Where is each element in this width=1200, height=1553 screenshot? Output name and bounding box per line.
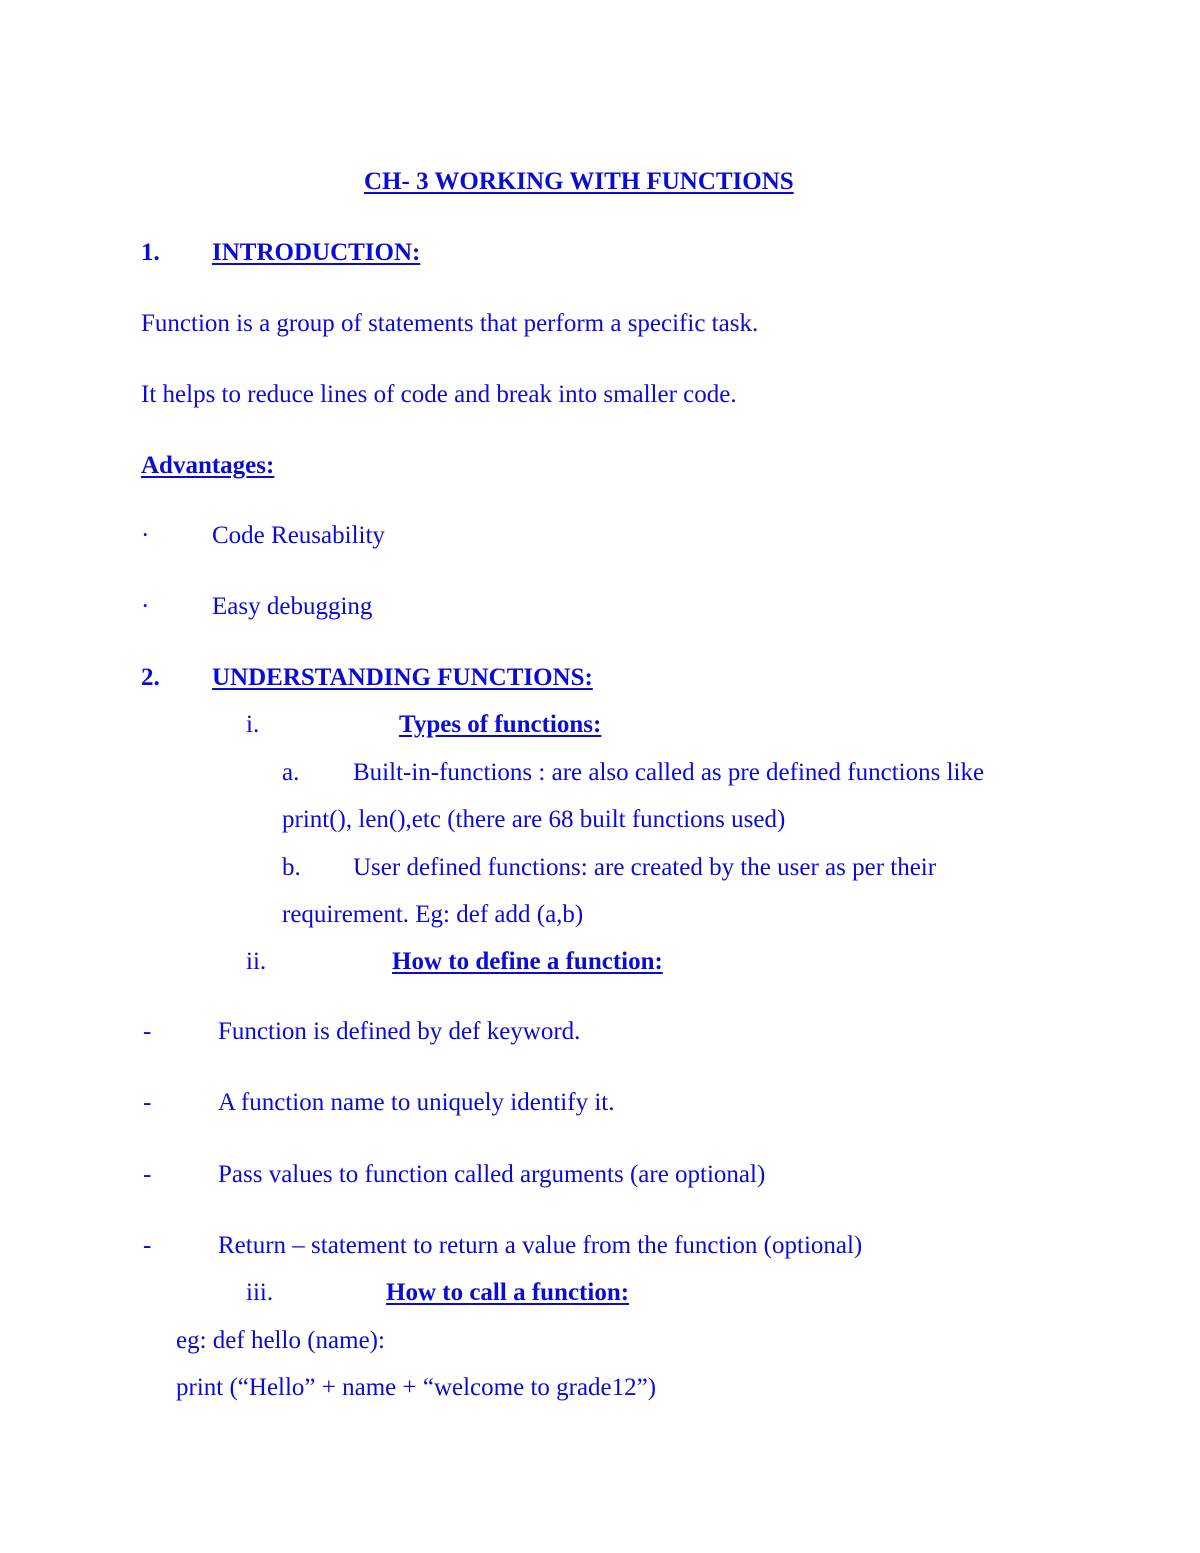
page-title: CH- 3 WORKING WITH FUNCTIONS [364,168,794,195]
bullet-dot: · [141,522,150,549]
advantage-item: Easy debugging [212,593,373,620]
define-item: A function name to uniquely identify it. [218,1089,615,1116]
section-2-number: 2. [141,664,160,691]
sub-3-numeral: iii. [246,1279,274,1306]
item-a-line-1: Built-in-functions : are also called as pre defined functions like [353,759,985,786]
sub-2-numeral: ii. [246,948,267,975]
advantages-heading: Advantages: [141,452,275,479]
sub-1-numeral: i. [246,711,260,738]
define-item: Return – statement to return a value from the function (optional) [218,1232,863,1259]
intro-paragraph-1: Function is a group of statements that perform a specific task. [141,310,759,337]
item-b-label: b. [282,854,301,881]
item-a-label: a. [282,759,300,786]
intro-paragraph-2: It helps to reduce lines of code and break into smaller code. [141,381,737,408]
dash-marker: - [143,1232,152,1259]
code-example-line-2: print (“Hello” + name + “welcome to grade12”) [176,1374,657,1401]
sub-2-heading: How to define a function: [392,948,663,975]
section-2-heading: UNDERSTANDING FUNCTIONS: [212,664,593,691]
sub-1-heading: Types of functions: [399,711,602,738]
code-example-line-1: eg: def hello (name): [176,1327,385,1354]
section-1-number: 1. [141,239,160,266]
bullet-dot: · [141,593,150,620]
dash-marker: - [143,1018,152,1045]
item-a-line-2: print(), len(),etc (there are 68 built functions used) [282,806,786,833]
define-item: Function is defined by def keyword. [218,1018,581,1045]
item-b-line-1: User defined functions: are created by the user as per their [353,854,937,881]
define-item: Pass values to function called arguments (are optional) [218,1161,766,1188]
sub-3-heading: How to call a function: [386,1279,630,1306]
item-b-line-2: requirement. Eg: def add (a,b) [282,901,584,928]
dash-marker: - [143,1161,152,1188]
dash-marker: - [143,1089,152,1116]
section-1-heading: INTRODUCTION: [212,239,421,266]
advantage-item: Code Reusability [212,522,385,549]
